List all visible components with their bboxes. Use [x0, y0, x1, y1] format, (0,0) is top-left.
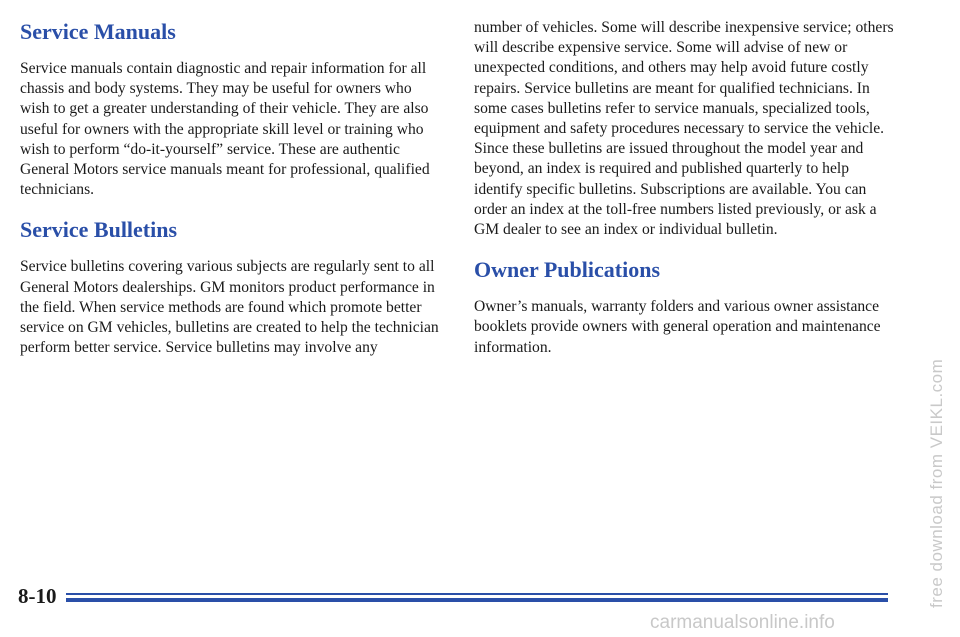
left-column [20, 18, 442, 358]
footer-site-link[interactable]: carmanualsonline.info [650, 612, 835, 633]
page-number: 8-10 [18, 584, 57, 608]
paragraph-service-manuals: Service manuals contain diagnostic and repair information for all chassis and body systems. They may be useful for owners who wish to get a greater understanding of their vehicle. They are also useful for owners with the appropriate skill level or training who wish to perform “do-it-yourself” service. These are authentic General Motors service manuals meant for professional, qualified technicians. [20, 60, 430, 199]
right-column [474, 18, 894, 358]
paragraph-service-bulletins-part2: number of vehicles. Some will describe inexpensive service; others will describe expensive service. Some will advise of new or unexpected conditions, and others may help avoid future costly repairs. Service bulletins are meant for qualified technicians. In some cases bulletins refer to service manuals, specialized tools, equipment and safety procedures necessary to service the vehicle. Since these bulletins are issued throughout the model year and beyond, an index is required and published quarterly to help identify specific bulletins. Subscriptions are available. You can order an index at the toll-free numbers listed previously, or ask a GM dealer to see an index or individual bulletin. [474, 19, 894, 239]
heading-service-manuals: Service Manuals [20, 19, 176, 44]
paragraph-service-bulletins-part1: Service bulletins covering various subjects are regularly sent to all General Motors dealerships. GM monitors product performance in the field. When service methods are found which promote better service on GM vehicles, bulletins are created to help the technician perform better service. Service bulletins may involve any [20, 258, 439, 357]
paragraph-owner-publications: Owner’s manuals, warranty folders and various owner assistance booklets provide owners with general operation and maintenance information. [474, 298, 881, 356]
heading-owner-publications: Owner Publications [474, 257, 661, 283]
heading-service-bulletins: Service Bulletins [20, 217, 178, 243]
footer-rule [66, 593, 888, 602]
watermark-text: free download from VEIKL.com [927, 358, 946, 608]
